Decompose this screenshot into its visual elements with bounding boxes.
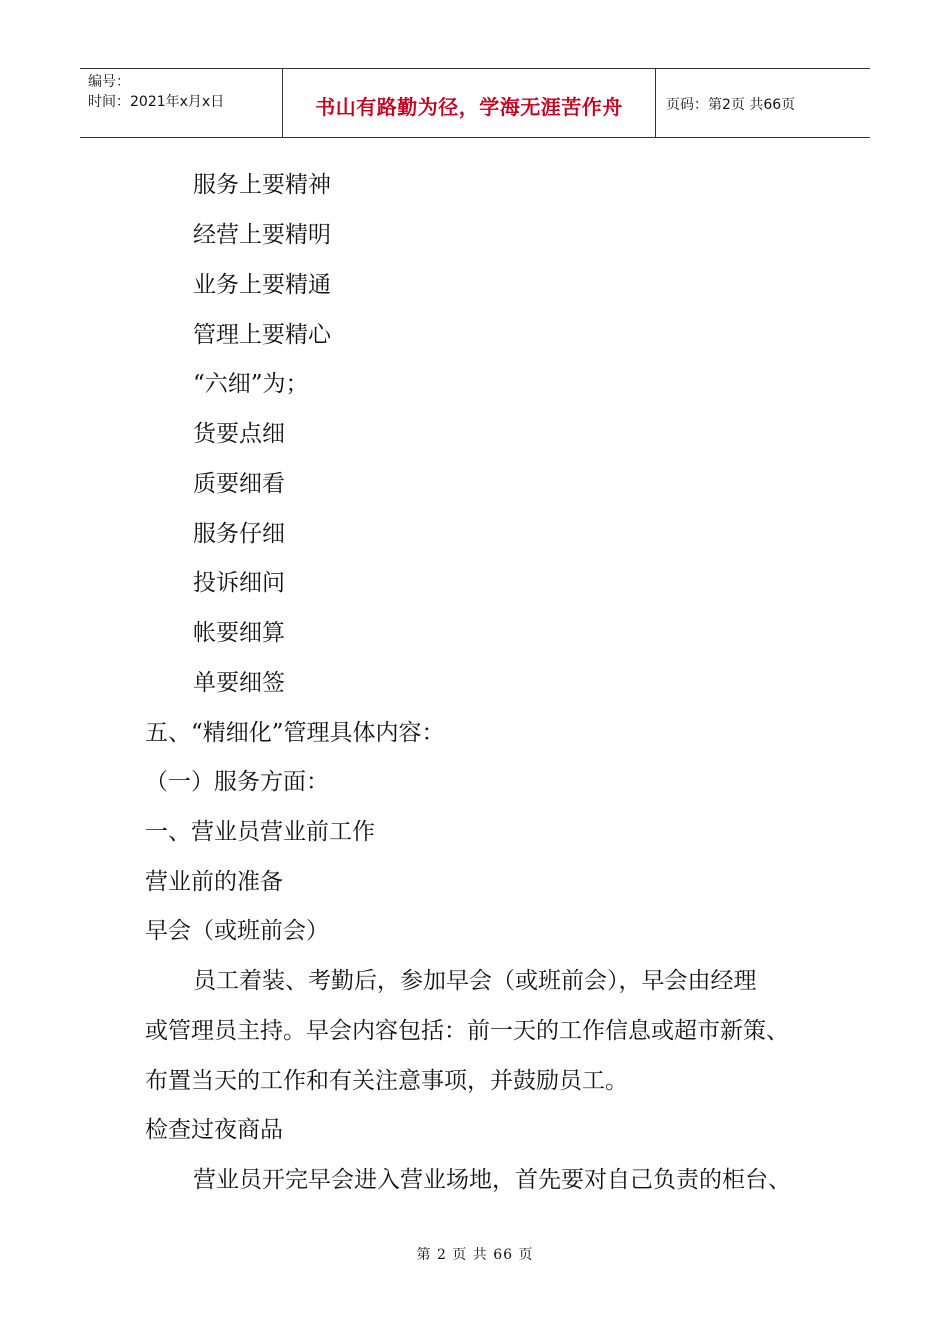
body-line: 服务仔细: [193, 521, 285, 547]
item-heading: 检查过夜商品: [145, 1117, 283, 1143]
subsection-heading: （一）服务方面：: [145, 769, 329, 795]
body-line: “六细”为；: [193, 371, 309, 397]
body-line: 业务上要精通: [193, 272, 331, 298]
item-heading: 营业前的准备: [145, 869, 283, 895]
header-meta-cell: [80, 69, 282, 137]
document-time-label: 时间：2021年x月x日: [88, 94, 225, 110]
section-heading: 五、“精细化”管理具体内容：: [145, 720, 445, 746]
body-line: 单要细签: [193, 670, 285, 696]
paragraph-line: 布置当天的工作和有关注意事项，并鼓励员工。: [145, 1068, 628, 1094]
document-header: [80, 68, 870, 138]
body-line: 管理上要精心: [193, 322, 331, 348]
body-line: 货要点细: [193, 421, 285, 447]
page-footer: 第 2 页 共 66 页: [416, 1247, 534, 1263]
body-line: 服务上要精神: [193, 172, 331, 198]
header-page-cell: [656, 69, 870, 137]
paragraph-line: 营业员开完早会进入营业场地，首先要对自己负责的柜台、: [193, 1167, 791, 1193]
document-number-label: 编号：: [88, 74, 130, 90]
header-motto-cell: [282, 69, 656, 137]
subsection-heading: 一、营业员营业前工作: [145, 819, 375, 845]
body-line: 经营上要精明: [193, 222, 331, 248]
item-heading: 早会（或班前会）: [145, 918, 329, 944]
paragraph-line: 或管理员主持。早会内容包括：前一天的工作信息或超市新策、: [145, 1018, 789, 1044]
paragraph-line: 员工着装、考勤后，参加早会（或班前会），早会由经理: [193, 968, 757, 994]
body-line: 质要细看: [193, 471, 285, 497]
body-line: 投诉细问: [193, 570, 285, 596]
body-line: 帐要细算: [193, 620, 285, 646]
header-page-info: 页码：第2页 共66页: [666, 97, 796, 113]
header-motto: 书山有路勤为径，学海无涯苦作舟: [315, 95, 623, 119]
